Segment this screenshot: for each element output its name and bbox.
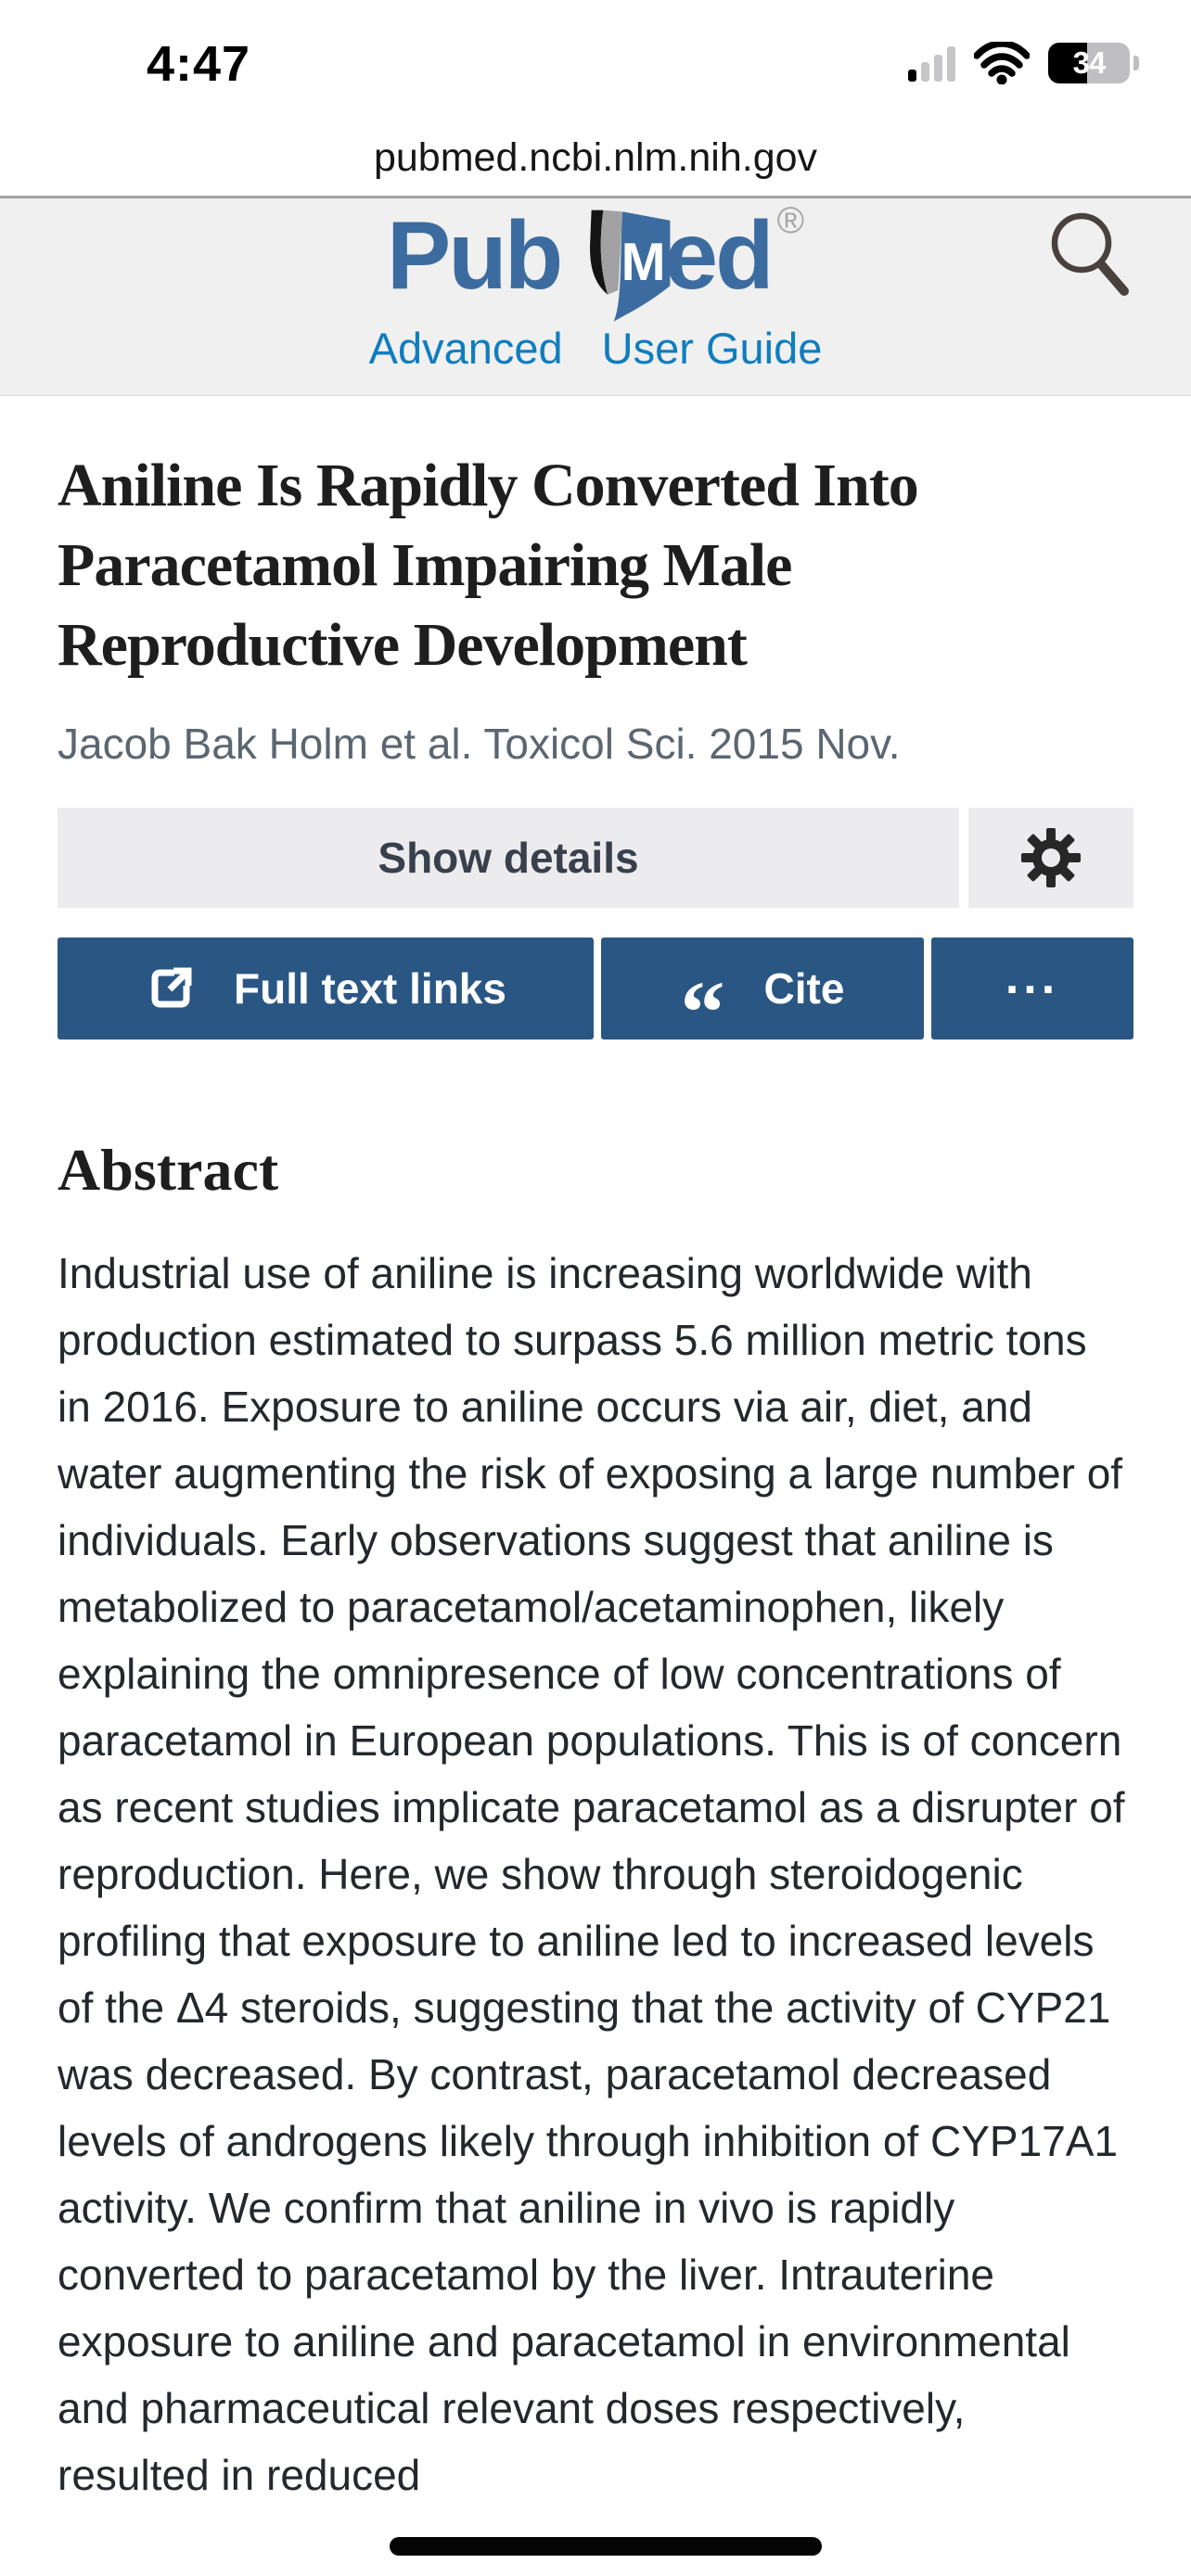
abstract-text (58, 1240, 1126, 2508)
full-text-links-button[interactable] (58, 937, 594, 1039)
user-guide-link[interactable]: User Guide (601, 324, 823, 373)
external-link-icon (145, 963, 197, 1014)
abstract-heading: Abstract (58, 1137, 279, 1203)
svg-text:M: M (621, 232, 666, 292)
article-title: Aniline Is Rapidly Converted Into Paracetamol Impairing Male Reproductive Development (58, 452, 918, 679)
full-text-links-label: Full text links (234, 964, 506, 1013)
options-button[interactable] (968, 808, 1133, 908)
abstract-clipped-line: respectively, resulted in reduced (58, 2384, 966, 2499)
details-row (58, 808, 1133, 908)
abstract-body: Industrial use of aniline is increasing worldwide with production estimated to surpass 5.6 million metric tons in 2016. Exposure to aniline occurs via air, diet, and water augmenting the risk of exposing a large number of individuals. Early observations suggest that aniline is metabolized to paracetamol/acetaminophen, likely explaining the omnipresence of low concentrations of paracetamol in European populations. This is of concern as recent studies implicate paracetamol as a disrupter of reproduction. Here, we show through steroidogenic profiling that exposure to aniline led to increased levels of the Δ4 steroids, suggesting that the activity of CYP21 was decreased. By contrast, paracetamol decreased levels of androgens likely through inhibition of CYP17A1 activity. We confirm that aniline in vivo is rapidly converted to paracetamol by the liver. Intrauterine exposure to aniline and paracetamol in environmental and pharmaceutical relevant doses (58, 1249, 1125, 2432)
more-options-button[interactable] (931, 937, 1133, 1039)
cellular-signal-icon (908, 45, 955, 82)
browser-url-bar[interactable] (0, 121, 1191, 196)
gear-icon (1021, 828, 1081, 887)
quote-icon: “ (680, 963, 725, 1062)
status-bar (0, 0, 1191, 121)
battery-nub (1133, 56, 1139, 70)
wifi-icon (974, 42, 1030, 84)
battery-icon (1048, 43, 1130, 83)
advanced-link[interactable]: Advanced (368, 324, 563, 373)
article-content (0, 446, 1191, 2508)
article-byline: Jacob Bak Holm et al. Toxicol Sci. 2015 Nov. (58, 720, 901, 768)
ellipsis-icon: ... (1005, 950, 1060, 1004)
battery-percent: 34 (1072, 45, 1106, 80)
clock-time: 4:47 (147, 36, 251, 92)
search-icon[interactable] (1044, 208, 1137, 310)
status-icons (908, 41, 1139, 85)
pubmed-header (0, 196, 1191, 396)
url-text[interactable]: pubmed.ncbi.nlm.nih.gov (373, 135, 818, 180)
logo-pub-text: Pub (386, 202, 561, 310)
cite-label: Cite (763, 964, 845, 1013)
home-indicator[interactable] (390, 2537, 822, 2556)
open-book-icon (553, 198, 672, 338)
logo-ed-text: ed (664, 202, 772, 310)
cite-button[interactable] (601, 937, 924, 1062)
pubmed-logo[interactable] (0, 198, 1191, 325)
registered-mark: ® (776, 200, 805, 241)
show-details-button[interactable]: Show details (58, 808, 959, 908)
action-buttons-row (58, 937, 1133, 1062)
